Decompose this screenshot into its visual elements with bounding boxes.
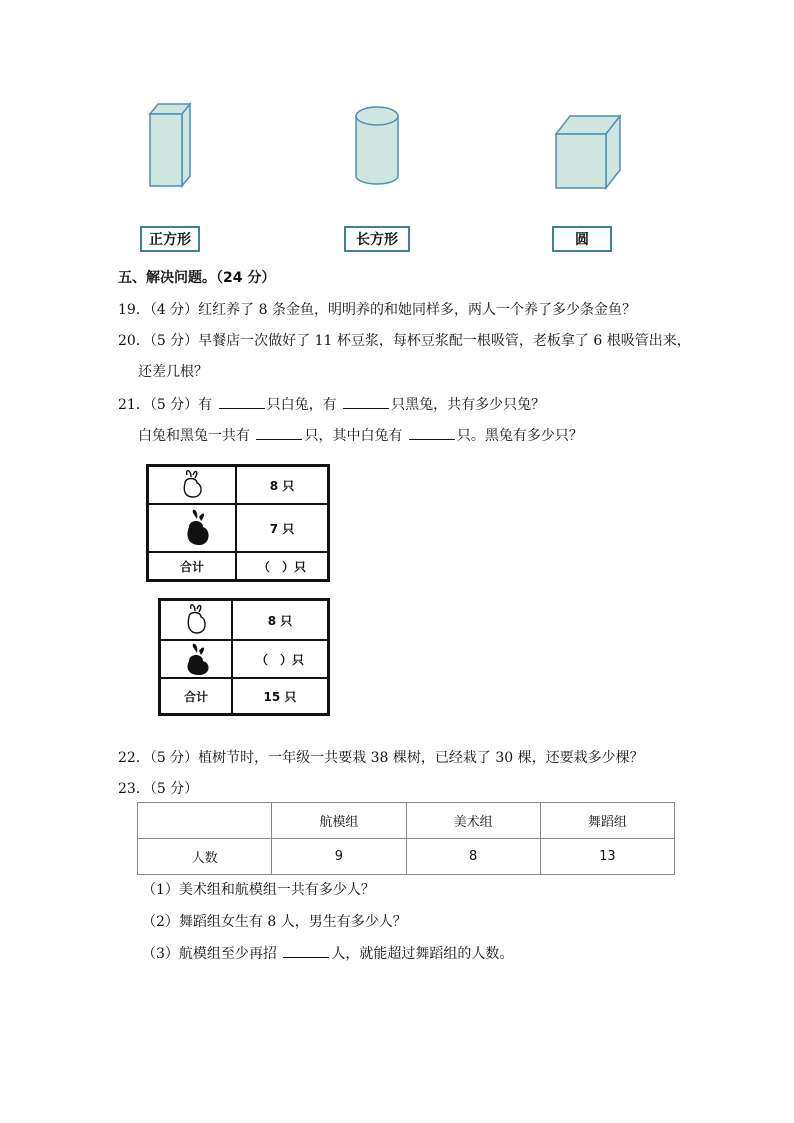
- blank-black-count[interactable]: [343, 394, 389, 409]
- question-23-sub1: （1）美术组和航模组一共有多少人？: [142, 882, 375, 898]
- blank-total-count[interactable]: [256, 425, 302, 440]
- question-20-line2: 还差几根？: [138, 364, 208, 380]
- table-cell: 8: [406, 839, 540, 875]
- cube-icon: [556, 116, 620, 188]
- question-23-sub3: [142, 943, 513, 964]
- table-header-row: [138, 803, 675, 839]
- q23-sub3-text-a: （3）航模组至少再招: [142, 946, 277, 962]
- question-21-line2: [138, 425, 583, 446]
- black-rabbit-icon: [183, 643, 213, 677]
- q23-sub3-text-b: 人，就能超过舞蹈组的人数。: [331, 946, 514, 962]
- table1-total-value: （ ）只: [257, 559, 306, 574]
- white-rabbit-icon: [177, 469, 207, 501]
- question-20-line1: 20．（5 分）早餐店一次做好了 11 杯豆浆，每杯豆浆配一根吸管，老板拿了 6 根吸管出来，: [118, 333, 691, 349]
- label-rectangle[interactable]: 长方形: [344, 226, 410, 252]
- table1-total-label: 合计: [179, 559, 204, 574]
- blank-recruit-count[interactable]: [283, 943, 329, 958]
- table-header-cell: [138, 803, 272, 839]
- cylinder-icon: [356, 107, 398, 184]
- q21-text-b: 只白兔，有: [266, 397, 337, 413]
- shape-matching-panel: [138, 92, 622, 256]
- table-header-cell: 航模组: [272, 803, 406, 839]
- table2-total-label: 合计: [183, 689, 208, 704]
- label-circle[interactable]: 圆: [552, 226, 612, 252]
- question-23-sub2: （2）舞蹈组女生有 8 人，男生有多少人？: [142, 914, 407, 930]
- cuboid-icon: [150, 104, 190, 186]
- table-header-cell: 舞蹈组: [540, 803, 674, 839]
- table-row: [138, 839, 675, 875]
- table-cell: 人数: [138, 839, 272, 875]
- group-members-table: [137, 802, 675, 875]
- blank-white-count[interactable]: [219, 394, 265, 409]
- question-21-line1: [118, 394, 545, 415]
- question-19: 19．（4 分）红红养了 8 条金鱼，明明养的和她同样多，两人一个养了多少条金鱼？: [118, 302, 636, 318]
- q21-text-e: 只，其中白兔有: [304, 428, 403, 444]
- rabbit-table-1: [146, 464, 330, 582]
- section-title: 五、解决问题。（24 分）: [118, 270, 276, 286]
- q21-text-d: 白兔和黑兔一共有: [138, 428, 250, 444]
- label-square[interactable]: 正方形: [140, 226, 200, 252]
- table-header-cell: 美术组: [406, 803, 540, 839]
- rabbit-table-2: [158, 598, 330, 716]
- table2-total-value: 15 只: [263, 689, 297, 704]
- blank-white-count-2[interactable]: [409, 425, 455, 440]
- q21-text-a: 21．（5 分）有: [118, 397, 213, 413]
- table2-white-value: 8 只: [267, 613, 293, 628]
- table2-black-value: （ ）只: [255, 652, 304, 667]
- table-cell: 13: [540, 839, 674, 875]
- q21-text-c: 只黑兔，共有多少只兔？: [391, 397, 546, 413]
- question-23-header: 23．（5 分）: [118, 781, 199, 797]
- table1-white-value: 8 只: [269, 478, 295, 493]
- q21-text-f: 只。黑兔有多少只？: [456, 428, 583, 444]
- table1-black-value: 7 只: [269, 521, 295, 536]
- question-22: 22．（5 分）植树节时，一年级一共要栽 38 棵树，已经栽了 30 棵，还要栽多少棵？: [118, 750, 644, 766]
- white-rabbit-icon: [181, 603, 211, 637]
- black-rabbit-icon: [181, 509, 215, 549]
- table-cell: 9: [272, 839, 406, 875]
